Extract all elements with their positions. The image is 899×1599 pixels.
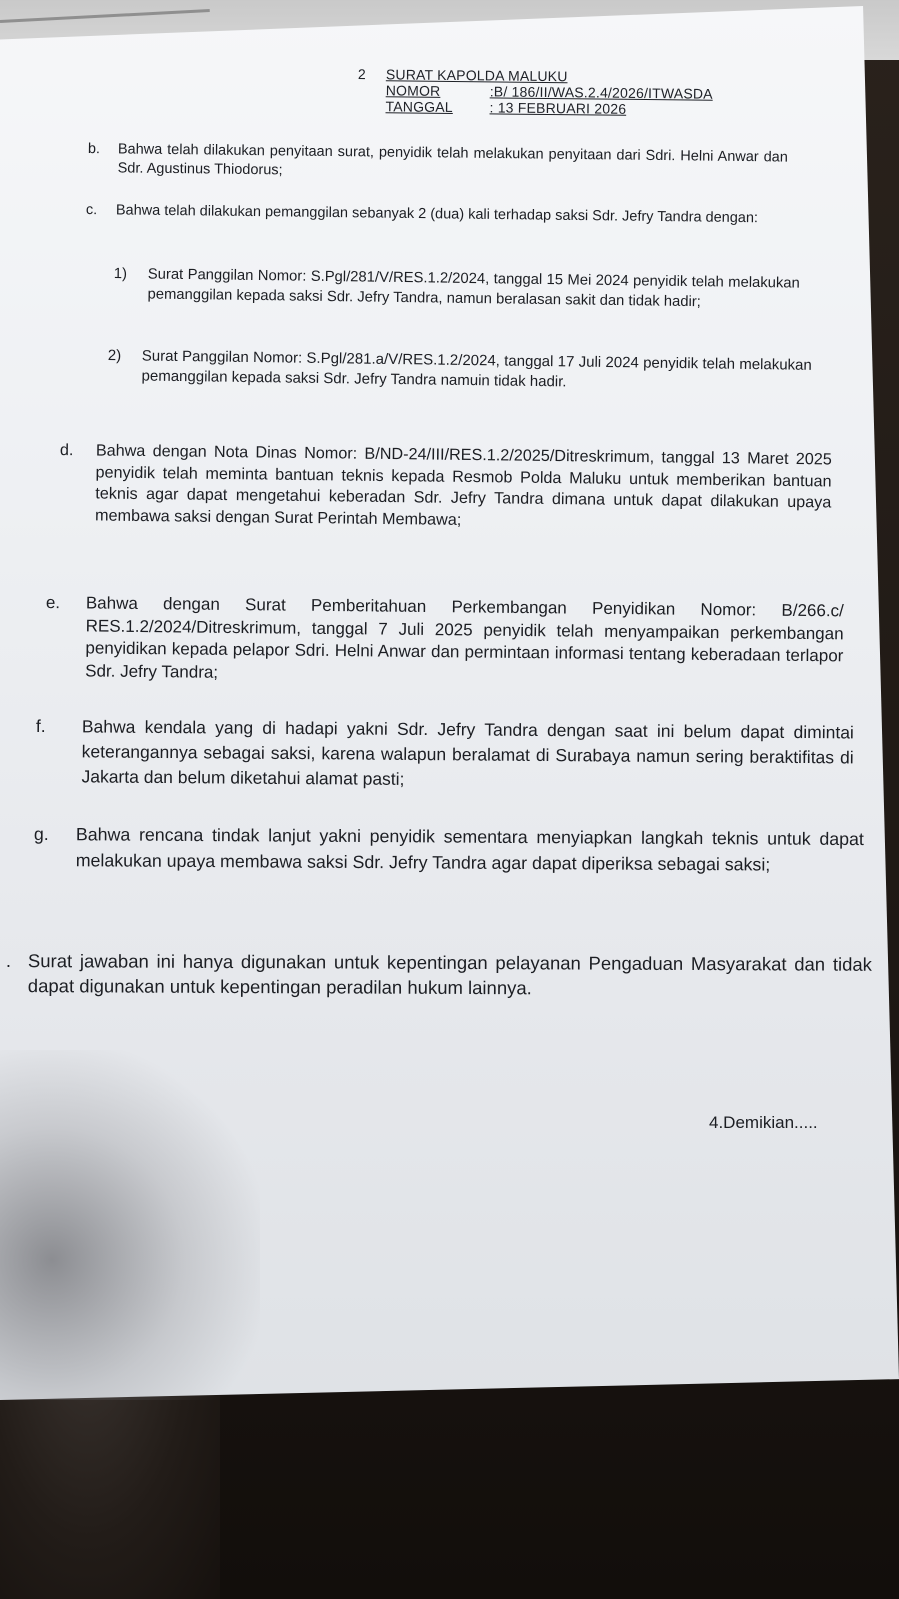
header-number: 2	[357, 66, 366, 83]
paragraph-text: Bahwa rencana tindak lanjut yakni penyidik sementara menyiapkan langkah teknis untuk dapat melakukan upaya membawa saksi Sdr. Jefry Tandra agar dapat diperiksa sebagai saksi;	[75, 824, 864, 874]
paragraph-text: Bahwa kendala yang di hadapi yakni Sdr. Jefry Tandra dengan saat ini belum dapat dimintai keterangannya sebagai saksi, karena walapun beralamat di Surabaya namun sering beraktifitas di Jakarta dan belum diketahui alamat pasti;	[81, 716, 854, 789]
tanggal-value: : 13 FEBRUARI 2026	[489, 99, 627, 117]
paragraph-text: Bahwa dengan Surat Pemberitahuan Perkembangan Penyidikan Nomor: B/266.c/ RES.1.2/2024/Ditreskrimum, tanggal 7 Juli 2025 penyidik telah menyampaikan perkembangan penyidikan kepada pelapor Sdri. Helni Anwar dan permintaan informasi tentang keberadaan terlapor Sdr. Jefry Tandra;	[85, 593, 844, 682]
paragraph-text: Surat Panggilan Nomor: S.Pgl/281.a/V/RES.1.2/2024, tanggal 17 Juli 2024 penyidik telah melakukan pemanggilan kepada saksi Sdr. Jefry Tandra namuin tidak hadir.	[141, 347, 812, 391]
nomor-label: NOMOR	[385, 82, 441, 99]
subparagraph-c2	[107, 346, 811, 396]
continuation-note: 4.Demikian.....	[709, 1113, 818, 1132]
paragraph-text: Bahwa telah dilakukan pemanggilan sebanyak 2 (dua) kali terhadap saksi Sdr. Jefry Tandra dengan:	[115, 202, 759, 227]
paragraph-3	[6, 948, 872, 1002]
paragraph-c	[86, 201, 792, 229]
tanggal-label: TANGGAL	[385, 98, 453, 115]
paragraph-d	[59, 440, 832, 535]
paragraph-text: Bahwa telah dilakukan penyitaan surat, penyidik telah melakukan penyitaan dari Sdri. Helni Anwar dan Sdr. Agustinus Thiodorus;	[117, 141, 788, 179]
paragraph-g	[34, 822, 864, 878]
paragraph-marker: e.	[45, 592, 61, 613]
paragraph-marker: 2)	[107, 346, 122, 365]
paragraph-marker: f.	[35, 715, 46, 737]
paragraph-marker: g.	[33, 823, 49, 845]
paragraph-f	[35, 714, 854, 795]
paragraph-marker: d.	[59, 440, 74, 460]
paragraph-text: Surat jawaban ini hanya digunakan untuk kepentingan pelayanan Pengaduan Masyarakat dan tidak dapat digunakan untuk kepentingan peradilan hukum lainnya.	[27, 950, 872, 999]
paragraph-e	[45, 592, 844, 690]
paragraph-b	[88, 140, 788, 187]
nomor-value: :B/ 186/II/WAS.2.4/2026/ITWASDA	[489, 83, 713, 102]
paragraph-marker: .	[5, 950, 12, 972]
header-title: SURAT KAPOLDA MALUKU	[385, 66, 568, 85]
paragraph-text: Surat Panggilan Nomor: S.Pgl/281/V/RES.1.2/2024, tanggal 15 Mei 2024 penyidik telah melakukan pemanggilan kepada saksi Sdr. Jefry Tandra, namun beralasan sakit dan tidak hadir;	[147, 266, 800, 311]
letter-reference-header	[357, 66, 713, 118]
paragraph-text: Bahwa dengan Nota Dinas Nomor: B/ND-24/III/RES.1.2/2025/Ditreskrimum, tanggal 13 Maret 2025 penyidik telah meminta bantuan teknis kepada Resmob Polda Maluku untuk memberikan bantuan teknis agar dapat mengetahui keberadan Sdr. Jefry Tandra dimana untuk dapat dilakukan upaya membawa saksi dengan Surat Perintah Membawa;	[94, 441, 832, 529]
paragraph-marker: c.	[85, 201, 98, 219]
subparagraph-c1	[113, 264, 799, 314]
paragraph-marker: b.	[87, 140, 101, 158]
paragraph-marker: 1)	[113, 265, 128, 283]
